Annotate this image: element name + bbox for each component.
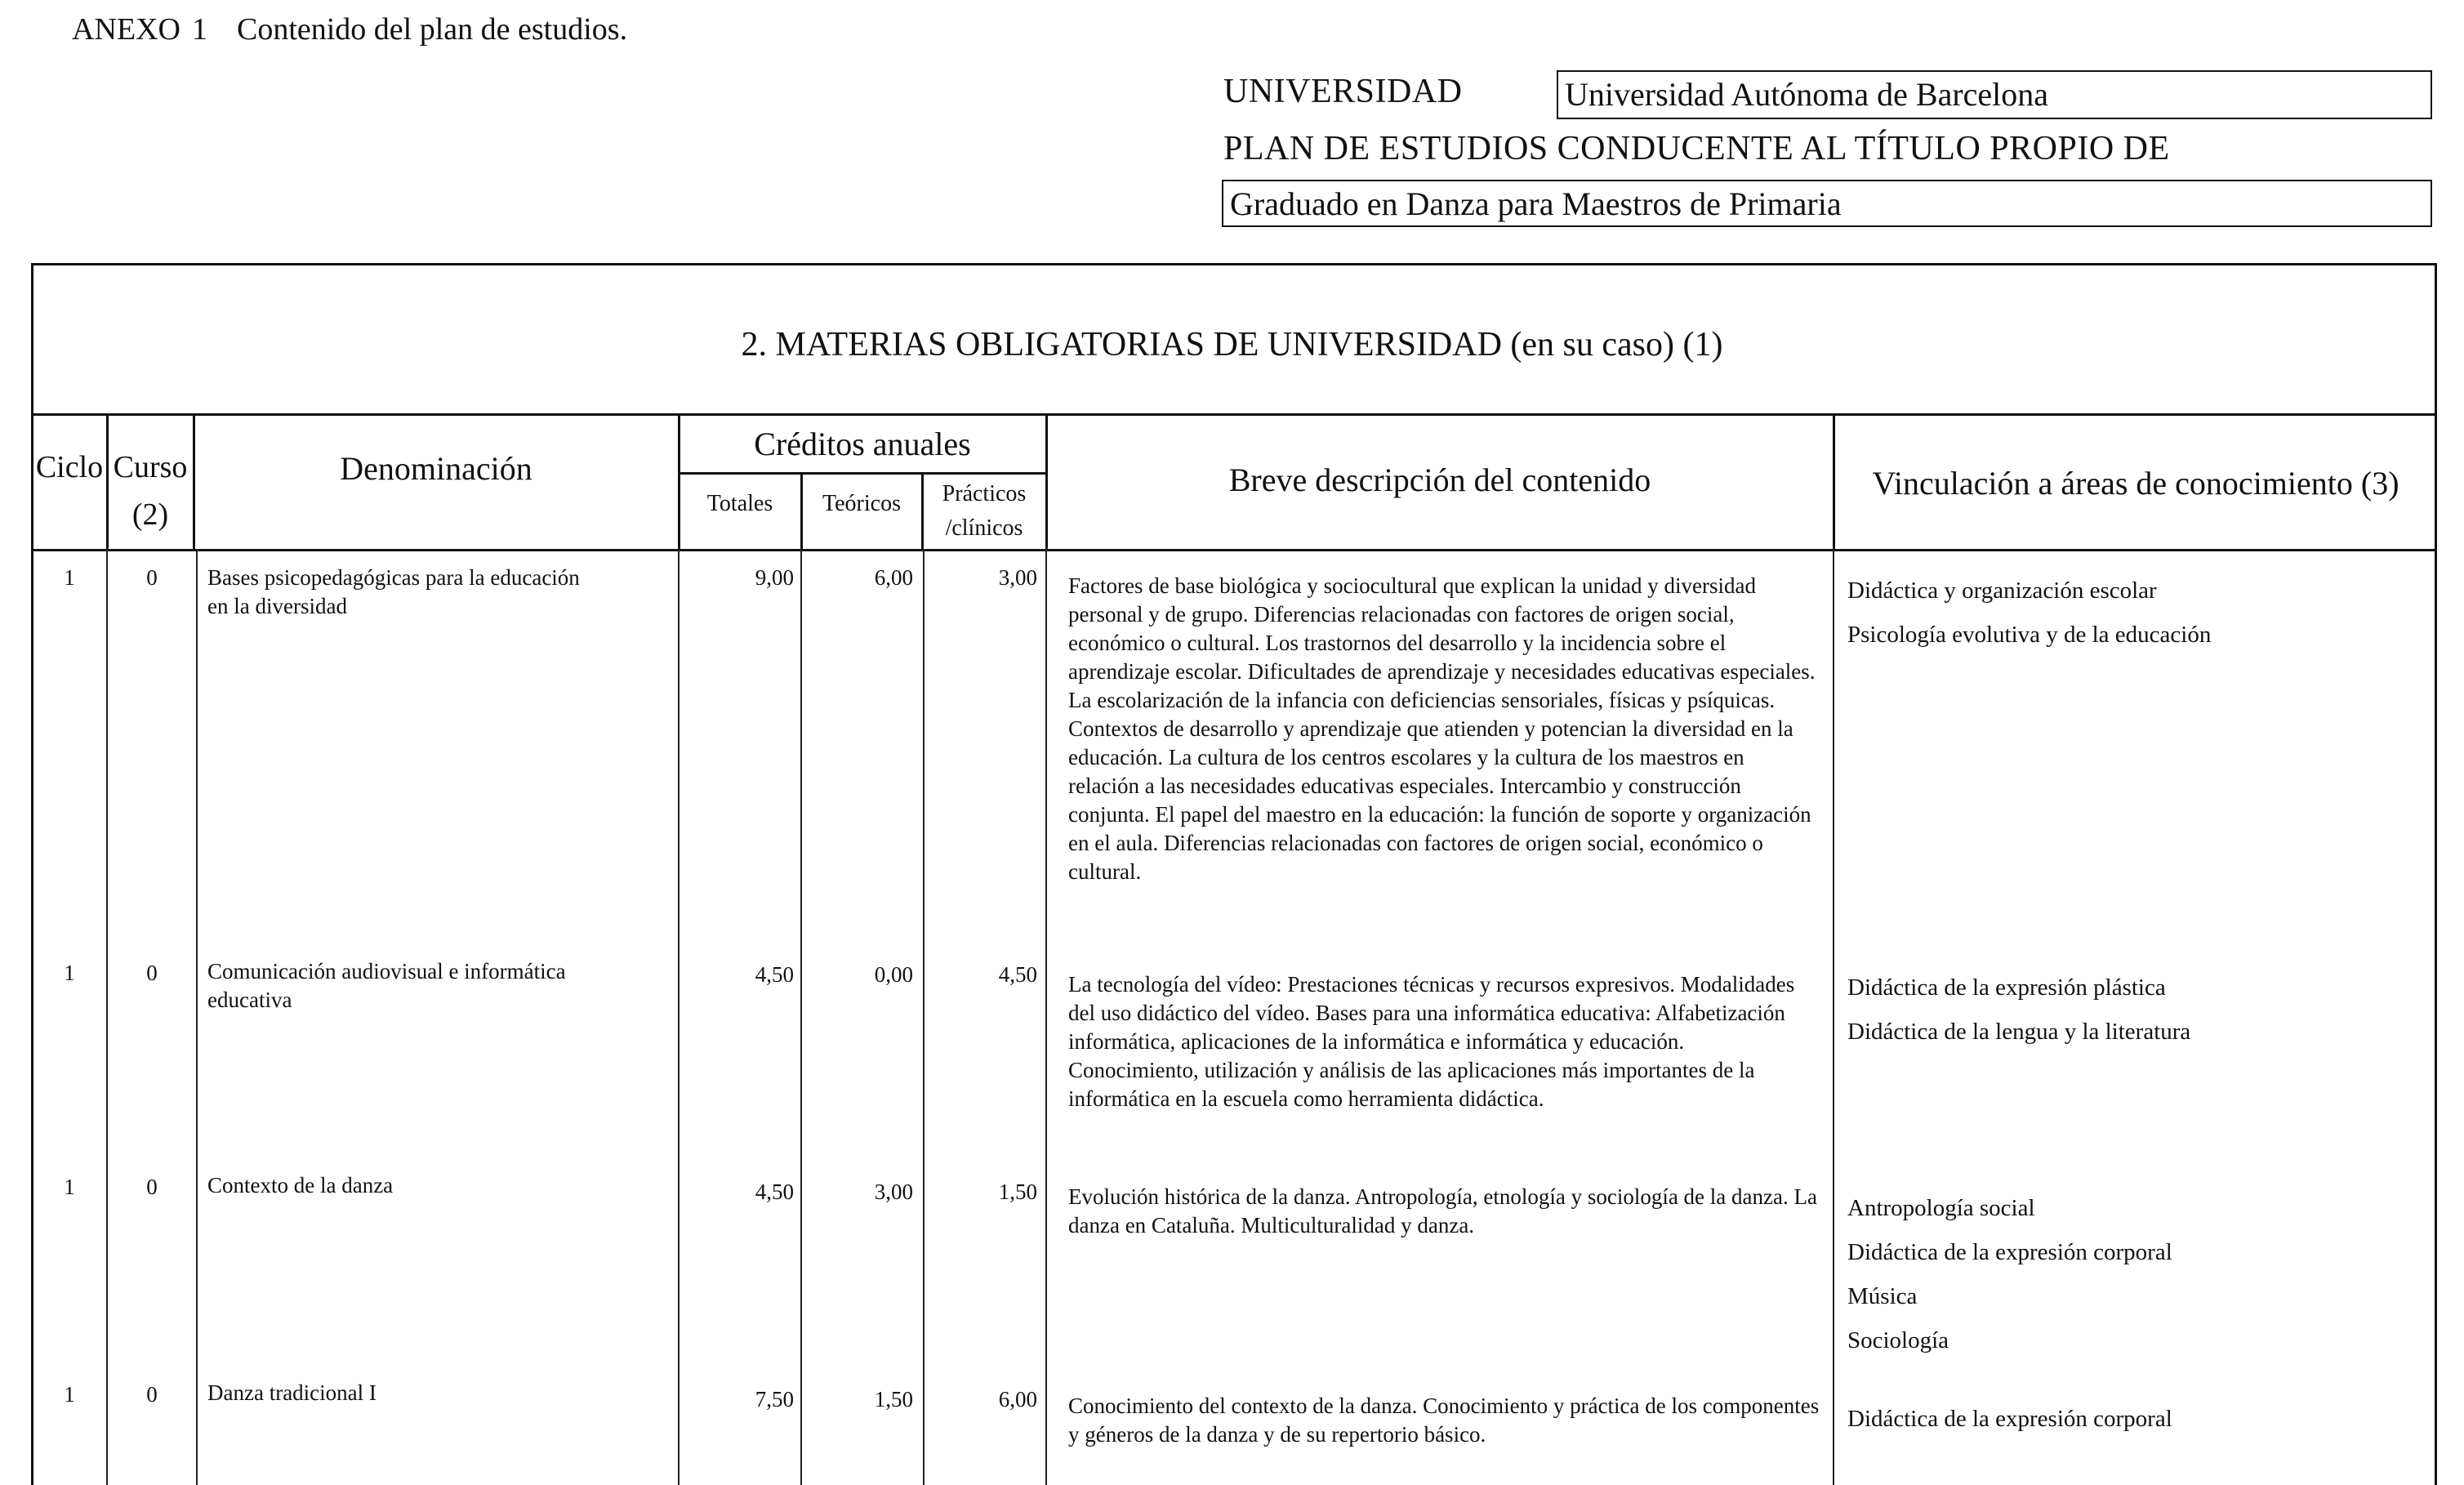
cell-denominacion [207,957,566,1015]
area-item: Sociología [1847,1327,1949,1353]
university-name-field: Universidad Autónoma de Barcelona [1557,70,2432,119]
col-header-curso: Curso [113,450,188,484]
cell-ciclo: 1 [64,961,75,985]
cell-descripcion: La tecnología del vídeo: Prestaciones técnicas y recursos expresivos. Modalidades del uso didáctico del vídeo. Bases para una informática educativa: Alfabetización informática, aplicaciones de la informática e informática y educación. Conocimiento, utilización y análisis de las aplicaciones más importantes de la informática en la escuela como herramienta didáctica. [1068,972,1795,1111]
cell-denominacion-line: Danza tradicional I [207,1380,377,1405]
area-item: Didáctica de la lengua y la literatura [1847,1019,2191,1045]
col-header-descripcion: Breve descripción del contenido [1228,462,1651,498]
col-header-ciclo: Ciclo [35,450,104,484]
cell-ciclo: 1 [64,565,75,590]
area-item: Didáctica y organización escolar [1847,578,2157,604]
annex-label: ANEXO [72,12,180,47]
col-header-practicos-line2: /clínicos [945,515,1023,541]
cell-denominacion-line: Comunicación audiovisual e informática [207,959,566,983]
cell-areas [1847,569,2211,657]
area-item: Didáctica de la expresión corporal [1847,1406,2172,1432]
cell-teoricos: 1,50 [874,1387,913,1411]
annex-heading [72,11,627,47]
col-header-practicos-line1: Prácticos [942,481,1027,506]
body-rule-teoricos [923,549,925,1485]
cell-areas [1847,965,2190,1054]
cell-descripcion: Evolución histórica de la danza. Antropología, etnología y sociología de la danza. La danza en Cataluña. Multiculturalidad y danza. [1068,1184,1817,1238]
col-header-denominacion: Denominación [340,450,532,487]
cell-totales: 4,50 [755,1180,794,1204]
credits-sub-rule [678,472,1045,475]
cell-ciclo: 1 [64,1175,75,1199]
body-rule-curso [196,549,198,1485]
cell-totales: 7,50 [755,1387,794,1411]
col-header-teoricos: Teóricos [822,491,901,516]
cell-descripcion: Factores de base biológica y sociocultural que explican la unidad y diversidad personal y de grupo. Diferencias relacionadas con factores de origen social, económico o cultural. Los trastornos del desarrollo y la incidencia sobre el aprendizaje escolar. Dificultades de aprendizaje y necesidades educativas especiales. La escolarización de la infancia con deficiencias sensoriales, físicas y psíquicas. Contextos de desarrollo y aprendizaje que atienden y potencian la diversidad en la educación. La cultura de los centros escolares y la cultura de los maestros en relación a las necesidades educativas especiales. Intercambio y construcción conjunta. El papel del maestro en la educación: la función de soporte y organización en el aula. Diferencias relacionadas con factores de origen social, económico o cultural. [1068,573,1816,884]
cell-teoricos: 0,00 [874,962,913,987]
body-rule-descripcion [1833,549,1834,1485]
col-header-totales: Totales [706,491,773,516]
header-top-rule [31,413,2437,416]
col-header-creditos: Créditos anuales [754,426,971,462]
cell-denominacion-line: en la diversidad [207,594,347,618]
header-bottom-rule [31,549,2437,551]
degree-title-field: Graduado en Danza para Maestros de Primaria [1222,180,2432,227]
area-item: Didáctica de la expresión plástica [1847,974,2166,1001]
cell-practicos: 6,00 [998,1387,1037,1411]
col-header-practicos [923,477,1045,546]
body-rule-denominacion [678,549,679,1485]
section-title: 2. MATERIAS OBLIGATORIAS DE UNIVERSIDAD (en su caso) (1) [741,326,1723,363]
cell-curso: 0 [146,565,158,590]
body-rule-totales [800,549,802,1485]
cell-denominacion-line: Contexto de la danza [207,1173,394,1197]
area-item: Antropología social [1847,1195,2035,1221]
cell-teoricos: 3,00 [874,1180,913,1204]
cell-teoricos: 6,00 [874,565,913,590]
area-item: Didáctica de la expresión corporal [1847,1239,2172,1265]
cell-totales: 4,50 [755,962,794,987]
cell-curso: 0 [146,961,158,985]
cell-practicos: 1,50 [998,1180,1037,1204]
cell-denominacion [207,1171,393,1200]
annex-title: Contenido del plan de estudios. [236,12,628,47]
body-rule-ciclo [106,549,108,1485]
col-header-vinculacion: Vinculación a áreas de conocimiento (3) [1872,465,2399,502]
cell-ciclo: 1 [64,1382,75,1407]
plan-label: PLAN DE ESTUDIOS CONDUCENTE AL TÍTULO PROPIO DE [1223,130,2170,167]
cell-curso: 0 [146,1382,158,1407]
annex-number: 1 [191,12,207,47]
cell-descripcion: Conocimiento del contexto de la danza. Conocimiento y práctica de los componentes y géneros de la danza y de su repertorio básico. [1068,1394,1820,1447]
cell-totales: 9,00 [755,565,794,590]
cell-practicos: 4,50 [998,962,1037,987]
cell-curso: 0 [146,1175,158,1199]
cell-denominacion [207,1379,377,1407]
university-label: UNIVERSIDAD [1223,73,1463,110]
cell-practicos: 3,00 [998,565,1037,590]
cell-denominacion-line: educativa [207,988,292,1012]
cell-denominacion [207,564,580,621]
cell-denominacion-line: Bases psicopedagógicas para la educación [207,565,580,590]
area-item: Música [1847,1283,1918,1309]
body-rule-creditos [1045,549,1047,1485]
col-header-curso-note: (2) [131,497,169,532]
area-item: Psicología evolutiva y de la educación [1847,622,2212,648]
cell-areas [1847,1397,2172,1441]
cell-areas [1847,1186,2172,1362]
